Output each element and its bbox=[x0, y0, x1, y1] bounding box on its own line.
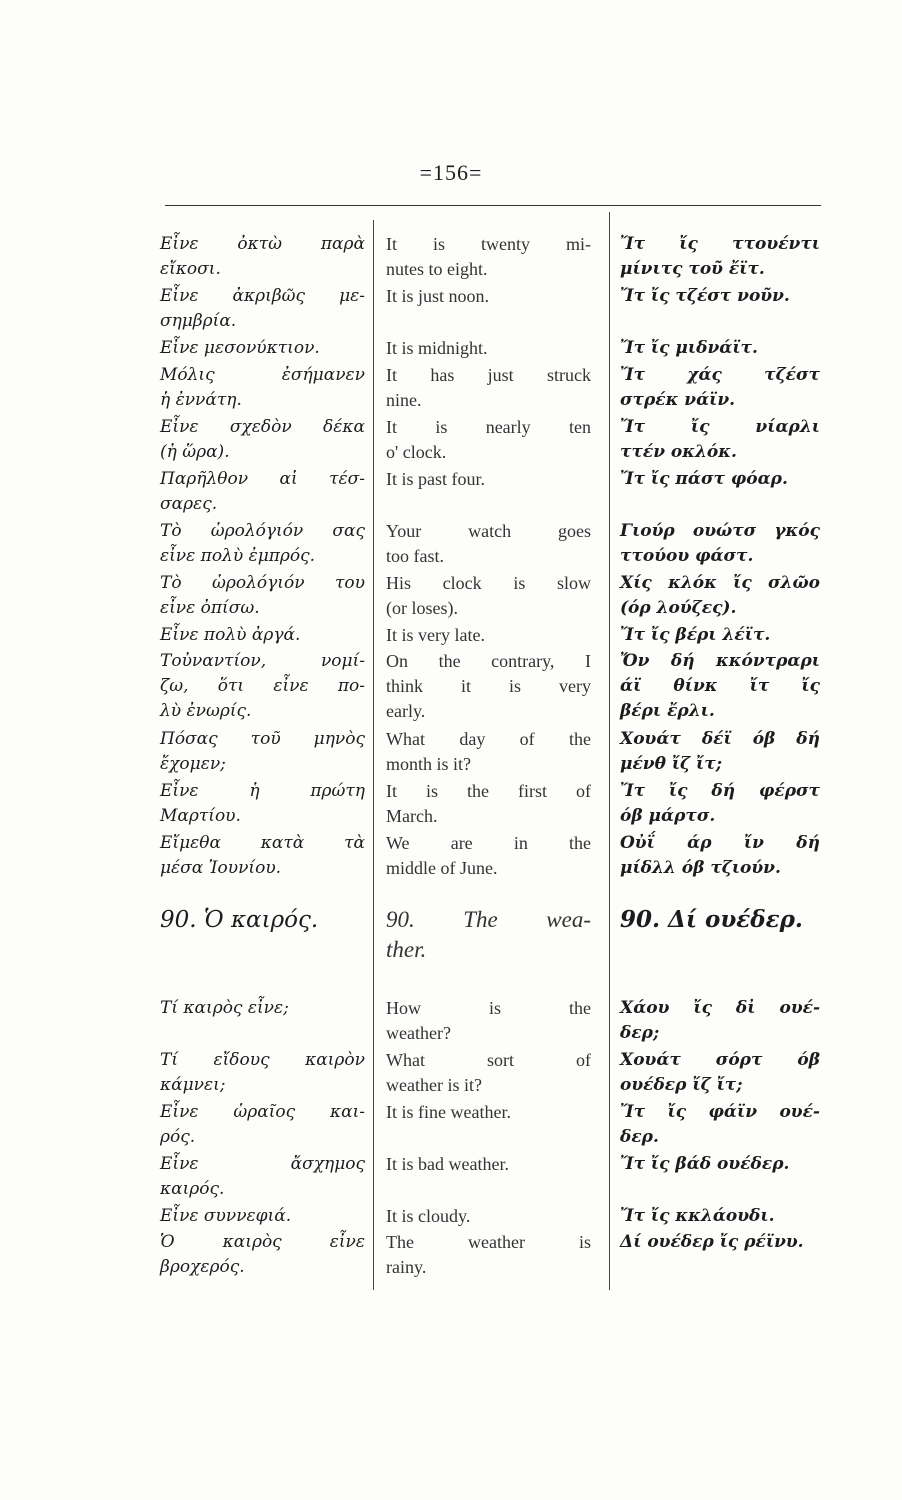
text-line: weather? bbox=[386, 1022, 451, 1043]
text-line: Your watch goes bbox=[386, 520, 591, 541]
text-line: On the contrary, I bbox=[386, 651, 591, 671]
entry-pron bbox=[620, 649, 820, 724]
text-line: Χουάτ σόρτ όβ bbox=[620, 1049, 820, 1070]
section-heading-pron bbox=[620, 905, 820, 935]
entry-english bbox=[386, 363, 591, 413]
text-line: What sort of bbox=[386, 1049, 591, 1070]
entry-greek bbox=[160, 1204, 365, 1229]
text-line: Εἶνε σχεδὸν δέκα bbox=[160, 416, 365, 437]
text-line: Εἴμεθα κατὰ τὰ bbox=[160, 832, 365, 853]
text-line: εἶνε ὀπίσω. bbox=[160, 597, 260, 618]
text-line: εἴκοσι. bbox=[160, 259, 221, 279]
entry-pron bbox=[620, 623, 820, 648]
text-line: μίδλλ όβ τζιούν. bbox=[620, 857, 781, 878]
text-line: ρός. bbox=[160, 1126, 196, 1147]
text-line: We are in the bbox=[386, 832, 591, 853]
top-rule bbox=[165, 205, 821, 206]
entry-english bbox=[386, 1100, 591, 1125]
column-divider-1 bbox=[373, 220, 374, 1290]
text-line: στρέκ νάϊν. bbox=[620, 389, 736, 410]
text-line: It is past four. bbox=[386, 468, 485, 489]
entry-pron bbox=[620, 232, 820, 282]
text-line: ἔχομεν; bbox=[160, 753, 226, 774]
text-line: too fast. bbox=[386, 545, 444, 566]
text-line: άϊ θίνκ ἴτ ἴς bbox=[620, 676, 820, 696]
entry-greek bbox=[160, 571, 365, 621]
text-line: δερ. bbox=[620, 1126, 659, 1147]
text-line: Τί καιρὸς εἶνε; bbox=[160, 997, 289, 1018]
text-line: It is the first of bbox=[386, 780, 591, 801]
text-line: Τὸ ὡρολόγιόν σας bbox=[160, 520, 365, 541]
text-line: It is very late. bbox=[386, 624, 485, 645]
text-line: εἶνε πολὺ ἐμπρός. bbox=[160, 545, 316, 566]
text-line: δερ; bbox=[620, 1022, 660, 1043]
entry-greek bbox=[160, 1230, 365, 1280]
entry-greek bbox=[160, 779, 365, 829]
text-line: Οὐΐ άρ ἴν δή bbox=[620, 832, 820, 853]
text-line: weather is it? bbox=[386, 1074, 482, 1095]
text-line: Τοὐναντίον, νομί- bbox=[160, 651, 365, 671]
text-line: 90. Ὁ καιρός. bbox=[160, 906, 319, 933]
entry-english bbox=[386, 415, 591, 465]
entry-english bbox=[386, 467, 591, 492]
entry-pron bbox=[620, 727, 820, 777]
entry-english bbox=[386, 623, 591, 648]
text-line: (or loses). bbox=[386, 597, 458, 618]
entry-greek bbox=[160, 831, 365, 881]
text-line: March. bbox=[386, 805, 438, 826]
text-line: It has just struck bbox=[386, 364, 591, 385]
entry-pron bbox=[620, 467, 820, 492]
text-line: It is cloudy. bbox=[386, 1205, 471, 1226]
text-line: καιρός. bbox=[160, 1178, 225, 1199]
text-line: ουέδερ ἴζ ἴτ; bbox=[620, 1074, 743, 1095]
text-line: How is the bbox=[386, 997, 591, 1018]
entry-pron bbox=[620, 519, 820, 569]
entry-english bbox=[386, 779, 591, 829]
entry-english bbox=[386, 831, 591, 881]
text-line: It is fine weather. bbox=[386, 1101, 511, 1122]
entry-english bbox=[386, 1048, 591, 1098]
text-line: Ἴτ ἴς βέρι λέϊτ. bbox=[620, 624, 771, 645]
entry-english bbox=[386, 1152, 591, 1177]
entry-greek bbox=[160, 1100, 365, 1150]
text-line: Εἶνε ἄσχημος bbox=[160, 1153, 365, 1174]
text-line: What day of the bbox=[386, 728, 591, 749]
text-line: Ἴτ χάς τζέστ bbox=[620, 364, 820, 385]
section-heading-english bbox=[386, 905, 591, 965]
text-line: Ἴτ ἴς μιδνάϊτ. bbox=[620, 338, 758, 358]
text-line: It is midnight. bbox=[386, 338, 488, 358]
entry-english bbox=[386, 996, 591, 1046]
entry-pron bbox=[620, 415, 820, 465]
column-divider-2 bbox=[609, 212, 610, 1290]
text-line: Ἴτ ἴς δή φέρστ bbox=[620, 780, 820, 801]
entry-pron bbox=[620, 1204, 820, 1229]
entry-english bbox=[386, 727, 591, 777]
text-line: Εἶνε πολὺ ἀργά. bbox=[160, 624, 301, 645]
entry-english bbox=[386, 284, 591, 309]
text-line: κάμνει; bbox=[160, 1074, 226, 1095]
entry-english bbox=[386, 336, 591, 361]
text-line: Δί ουέδερ ἴς ρέϊνυ. bbox=[620, 1232, 804, 1252]
text-line: ττέν οκλόκ. bbox=[620, 441, 737, 462]
text-line: middle of June. bbox=[386, 857, 498, 878]
text-line: μένθ ἴζ ἴτ; bbox=[620, 753, 722, 774]
text-line: Ἴτ ἴς κκλάουδι. bbox=[620, 1205, 775, 1226]
text-line: It is twenty mi- bbox=[386, 234, 591, 254]
entry-pron bbox=[620, 1100, 820, 1150]
text-line: think it is very bbox=[386, 676, 591, 696]
text-line: Ἴτ ἴς τζέστ νοῦν. bbox=[620, 286, 790, 306]
page-number: =156= bbox=[419, 160, 483, 185]
entry-greek bbox=[160, 996, 365, 1021]
entry-english bbox=[386, 519, 591, 569]
text-line: σημβρία. bbox=[160, 311, 237, 331]
text-line: Ὄν δή κκόντραρι bbox=[620, 651, 820, 671]
text-line: It is bad weather. bbox=[386, 1153, 509, 1174]
entry-pron bbox=[620, 336, 820, 361]
entry-pron bbox=[620, 779, 820, 829]
text-line: Ἴτ ἴς βάδ ουέδερ. bbox=[620, 1153, 790, 1174]
text-line: 90. The wea- bbox=[386, 906, 591, 932]
text-line: nine. bbox=[386, 389, 422, 410]
text-line: ττούου φάστ. bbox=[620, 545, 754, 566]
text-line: Εἶνε ἡ πρώτη bbox=[160, 780, 365, 801]
text-line: Εἶνε ἀκριβῶς με- bbox=[160, 286, 365, 306]
text-line: Εἶνε ὀκτὼ παρὰ bbox=[160, 234, 365, 254]
entry-pron bbox=[620, 996, 820, 1046]
entry-english bbox=[386, 649, 591, 724]
entry-greek bbox=[160, 467, 365, 517]
entry-greek bbox=[160, 232, 365, 282]
entry-greek bbox=[160, 649, 365, 724]
entry-greek bbox=[160, 415, 365, 465]
entry-greek bbox=[160, 519, 365, 569]
entry-pron bbox=[620, 363, 820, 413]
text-line: Χίς κλόκ ἴς σλῶο bbox=[620, 572, 820, 593]
text-line: early. bbox=[386, 701, 426, 721]
text-line: Ὁ καιρὸς εἶνε bbox=[160, 1232, 365, 1252]
text-line: ther. bbox=[386, 936, 427, 962]
entry-greek bbox=[160, 623, 365, 648]
text-line: Μαρτίου. bbox=[160, 805, 241, 826]
text-line: (όρ λούζες). bbox=[620, 597, 737, 618]
text-line: nutes to eight. bbox=[386, 259, 488, 279]
text-line: month is it? bbox=[386, 753, 471, 774]
text-line: όβ μάρτσ. bbox=[620, 805, 716, 826]
entry-greek bbox=[160, 1152, 365, 1202]
entry-pron bbox=[620, 1152, 820, 1177]
text-line: βέρι ἔρλι. bbox=[620, 701, 715, 721]
text-line: Πόσας τοῦ μηνὸς bbox=[160, 728, 365, 749]
text-line: Μόλις ἐσήμανεν bbox=[160, 364, 365, 385]
text-line: Εἶνε ὡραῖος και- bbox=[160, 1101, 365, 1122]
text-line: Γιούρ ουώτσ γκός bbox=[620, 520, 820, 541]
text-line: Εἶνε μεσονύκτιον. bbox=[160, 338, 320, 358]
section-heading-greek bbox=[160, 905, 365, 935]
entry-greek bbox=[160, 1048, 365, 1098]
text-line: Τὸ ὡρολόγιόν του bbox=[160, 572, 365, 593]
text-line: Ἴτ ἴς ττουέντι bbox=[620, 234, 820, 254]
entry-english bbox=[386, 1204, 591, 1229]
text-line: ζω, ὅτι εἶνε πο- bbox=[160, 676, 365, 696]
entry-pron bbox=[620, 571, 820, 621]
entry-english bbox=[386, 1230, 591, 1280]
entry-pron bbox=[620, 1230, 820, 1255]
text-line: λὺ ἐνωρίς. bbox=[160, 701, 252, 721]
text-line: βροχερός. bbox=[160, 1257, 245, 1277]
text-line: It is just noon. bbox=[386, 286, 490, 306]
text-line: ἡ ἐννάτη. bbox=[160, 389, 242, 410]
entry-pron bbox=[620, 1048, 820, 1098]
text-line: Ἴτ ἴς νίαρλι bbox=[620, 416, 820, 437]
text-line: His clock is slow bbox=[386, 572, 591, 593]
text-line: Χάου ἴς δἰ ουέ- bbox=[620, 997, 820, 1018]
entry-greek bbox=[160, 727, 365, 777]
text-line: Τί εἴδους καιρὸν bbox=[160, 1049, 365, 1070]
text-line: Παρῆλθον αἱ τέσ- bbox=[160, 468, 365, 489]
text-line: Χουάτ δέϊ όβ δή bbox=[620, 728, 820, 749]
entry-greek bbox=[160, 336, 365, 361]
text-line: It is nearly ten bbox=[386, 416, 591, 437]
entry-greek bbox=[160, 363, 365, 413]
entry-greek bbox=[160, 284, 365, 334]
entry-english bbox=[386, 232, 591, 282]
text-line: (ἡ ὥρα). bbox=[160, 441, 230, 462]
text-line: σαρες. bbox=[160, 493, 218, 514]
entry-pron bbox=[620, 831, 820, 881]
entry-english bbox=[386, 571, 591, 621]
text-line: 90. Δί ουέδερ. bbox=[620, 905, 803, 933]
text-line: μίνιτς τοῦ ἔϊτ. bbox=[620, 259, 765, 279]
text-line: o' clock. bbox=[386, 441, 447, 462]
text-line: The weather is bbox=[386, 1232, 591, 1252]
text-line: Ἴτ ἴς φάϊν ουέ- bbox=[620, 1101, 820, 1122]
text-line: μέσα Ἰουνίου. bbox=[160, 857, 282, 878]
text-line: Ἴτ ἴς πάστ φόαρ. bbox=[620, 468, 788, 489]
text-line: rainy. bbox=[386, 1257, 427, 1277]
entry-pron bbox=[620, 284, 820, 309]
text-line: Εἶνε συννεφιά. bbox=[160, 1205, 292, 1226]
